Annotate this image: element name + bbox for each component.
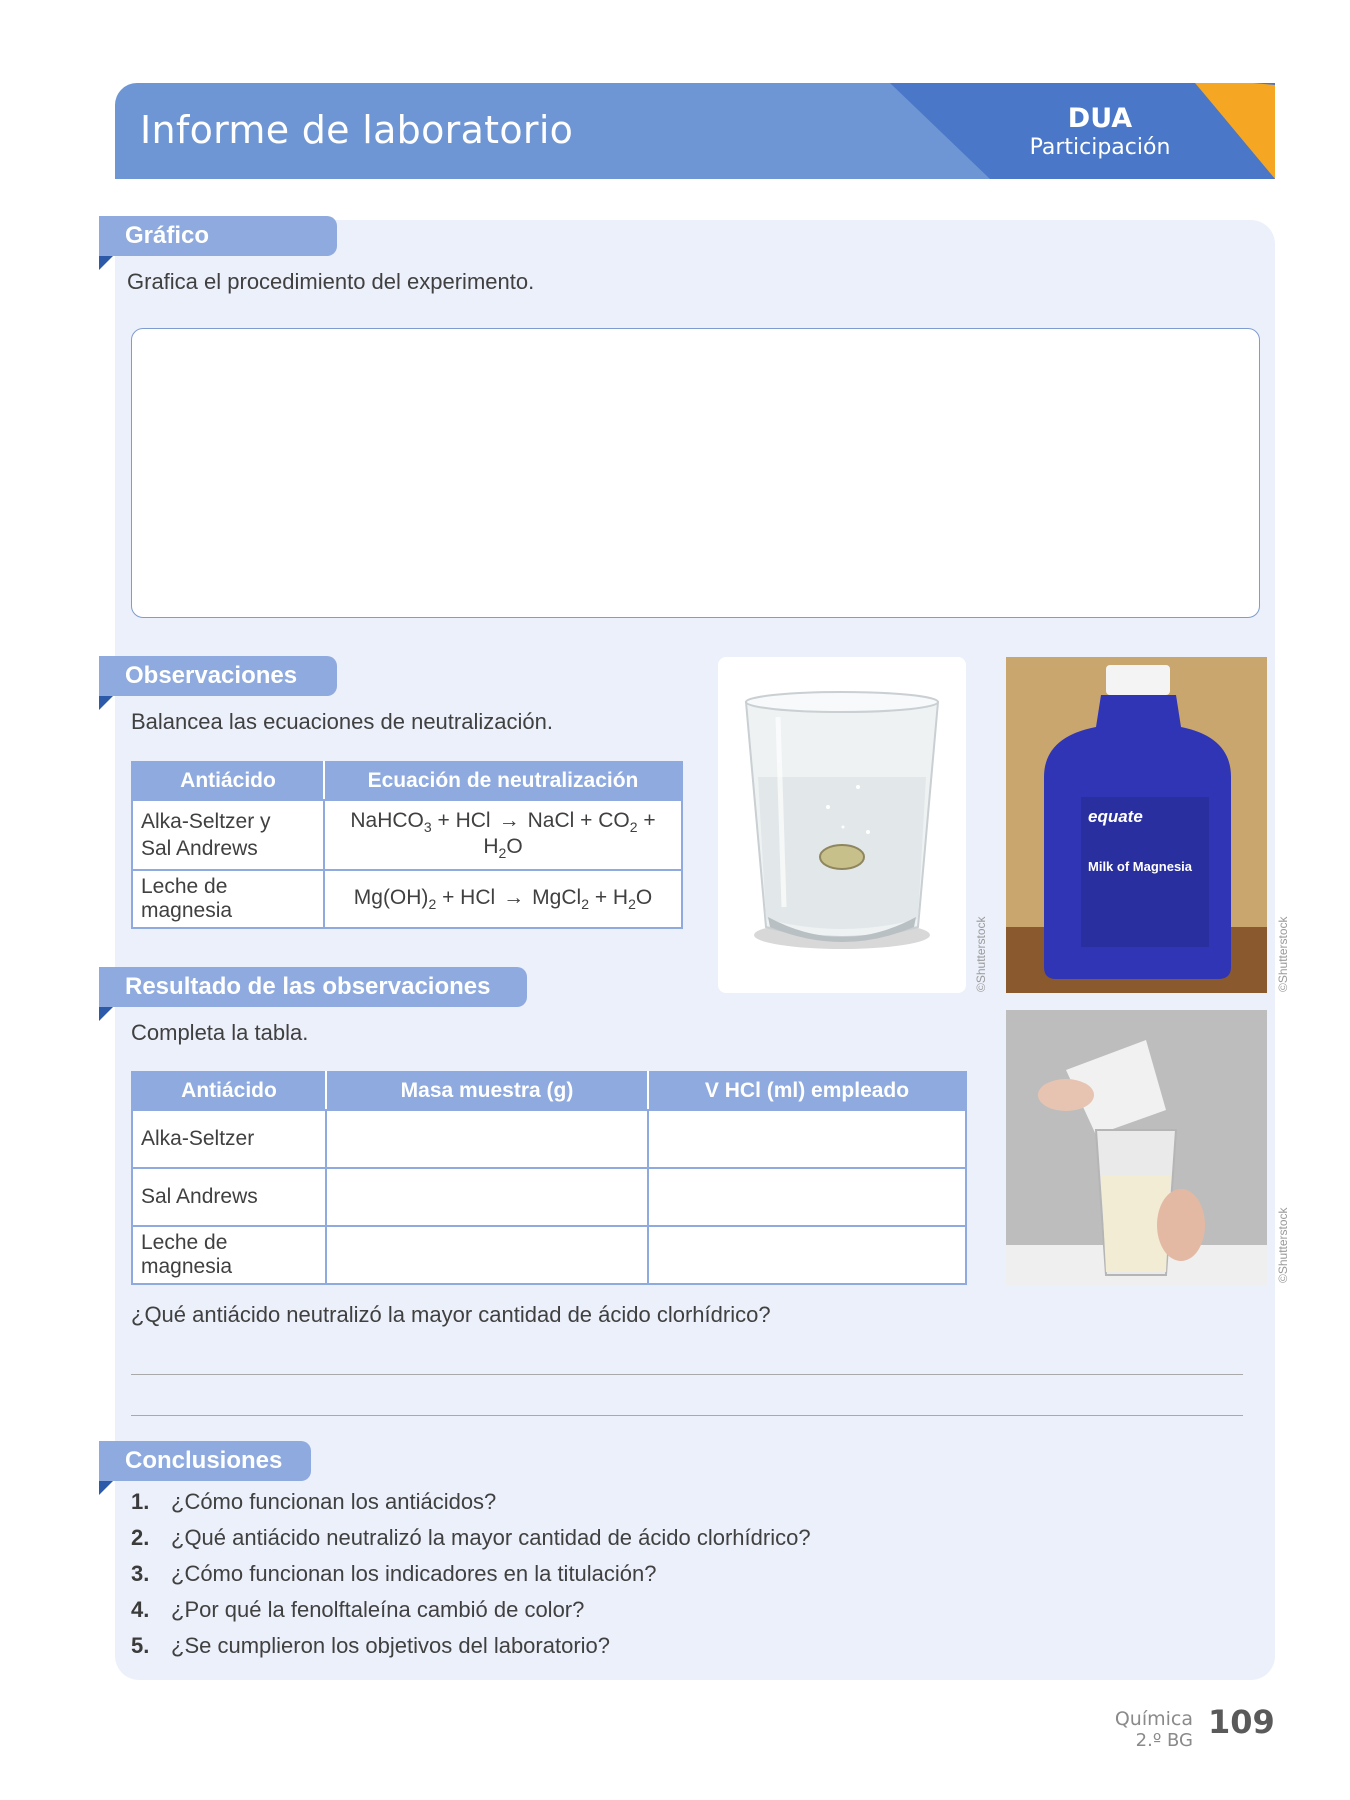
- photo-credit: ©Shutterstock: [1276, 1207, 1290, 1283]
- item-text: ¿Cómo funcionan los indicadores en la titulación?: [171, 1561, 657, 1586]
- photo-pouring-powder: [1006, 1010, 1267, 1285]
- photo-milk-of-magnesia: [1006, 657, 1267, 993]
- list-item: [131, 1633, 811, 1669]
- section-heading: Gráfico: [125, 222, 210, 249]
- item-number: 4.: [131, 1597, 150, 1622]
- antiacid-cell: [132, 800, 324, 870]
- eq-subscript: 2: [629, 819, 638, 835]
- results-table: [131, 1071, 967, 1285]
- eq-part: Mg(OH): [353, 886, 429, 909]
- mass-input-cell[interactable]: [326, 1110, 648, 1168]
- section-heading: Observaciones: [125, 662, 298, 689]
- grafico-instruction: Grafica el procedimiento del experimento.: [127, 269, 535, 294]
- footer-grade: 2.º BG: [1135, 1730, 1193, 1751]
- bottle-label: Milk of Magnesia: [1088, 859, 1193, 874]
- table-row: [132, 800, 682, 870]
- item-number: 2.: [131, 1525, 150, 1550]
- dua-title: DUA: [1067, 103, 1133, 134]
- footer-subject: Química: [1114, 1708, 1193, 1730]
- answer-line[interactable]: [131, 1374, 1243, 1375]
- eq-subscript: 2: [428, 896, 437, 912]
- eq-part: + HCl: [431, 809, 491, 832]
- eq-part: O: [506, 835, 523, 858]
- glass-illustration: [718, 657, 966, 993]
- resultado-question: ¿Qué antiácido neutralizó la mayor cantidad de ácido clorhídrico?: [131, 1302, 771, 1327]
- eq-part: + H: [483, 809, 656, 858]
- antiacid-cell: Leche de magnesia: [132, 1226, 326, 1284]
- column-header: Ecuación de neutralización: [324, 762, 682, 800]
- equation-cell[interactable]: [324, 800, 682, 870]
- list-item: [131, 1597, 811, 1633]
- column-header: Antiácido: [132, 1072, 326, 1110]
- eq-subscript: 3: [423, 819, 432, 835]
- table-row: [132, 870, 682, 928]
- section-heading: Resultado de las observaciones: [125, 973, 491, 1000]
- item-text: ¿Por qué la fenolftaleína cambió de color?: [171, 1597, 585, 1622]
- observaciones-instruction: Balancea las ecuaciones de neutralización.: [131, 709, 553, 734]
- list-item: [131, 1489, 811, 1525]
- mass-input-cell[interactable]: [326, 1168, 648, 1226]
- drawing-area[interactable]: [131, 328, 1260, 618]
- volume-input-cell[interactable]: [648, 1168, 966, 1226]
- item-text: ¿Cómo funcionan los antiácidos?: [171, 1489, 497, 1514]
- item-number: 3.: [131, 1561, 150, 1586]
- antiacid-cell: Leche de magnesia: [132, 870, 324, 928]
- photo-credit: ©Shutterstock: [974, 916, 988, 992]
- photo-credit: ©Shutterstock: [1276, 916, 1290, 992]
- antiacid-name: Alka-Seltzer y: [141, 810, 271, 833]
- volume-input-cell[interactable]: [648, 1110, 966, 1168]
- section-tab-grafico: [99, 216, 337, 256]
- neutralization-table: [131, 761, 683, 929]
- section-heading: Conclusiones: [125, 1447, 283, 1474]
- item-text: ¿Qué antiácido neutralizó la mayor cantidad de ácido clorhídrico?: [171, 1525, 811, 1550]
- antiacid-cell: Sal Andrews: [132, 1168, 326, 1226]
- antiacid-cell: Alka-Seltzer: [132, 1110, 326, 1168]
- eq-part: NaCl + CO: [527, 809, 630, 832]
- mass-input-cell[interactable]: [326, 1226, 648, 1284]
- conclusions-list: [131, 1489, 811, 1669]
- bottle-brand: equate: [1088, 807, 1143, 826]
- equation-cell[interactable]: [324, 870, 682, 928]
- table-row: [132, 1110, 966, 1168]
- antiacid-name: Sal Andrews: [141, 837, 258, 860]
- section-tab-observaciones: [99, 656, 337, 696]
- pouring-illustration: [1006, 1010, 1267, 1285]
- eq-part: + HCl: [436, 886, 496, 909]
- item-number: 5.: [131, 1633, 150, 1658]
- eq-part: + H: [588, 886, 629, 909]
- reaction-arrow-icon: →: [498, 809, 520, 832]
- column-header: V HCl (ml) empleado: [648, 1072, 966, 1110]
- column-header: Masa muestra (g): [326, 1072, 648, 1110]
- column-header: Antiácido: [132, 762, 324, 800]
- dua-subtitle: Participación: [1029, 135, 1171, 160]
- photo-glass-tablet: [718, 657, 966, 993]
- eq-subscript: 2: [628, 896, 636, 912]
- eq-part: MgCl: [532, 886, 582, 909]
- list-item: [131, 1561, 811, 1597]
- table-row: [132, 1168, 966, 1226]
- answer-line[interactable]: [131, 1415, 1243, 1416]
- section-tab-resultado: [99, 967, 527, 1007]
- eq-subscript: 2: [498, 845, 507, 861]
- item-text: ¿Se cumplieron los objetivos del laboratorio?: [171, 1633, 611, 1658]
- eq-part: O: [635, 886, 653, 909]
- page-title: Informe de laboratorio: [140, 108, 574, 152]
- section-tab-conclusiones: [99, 1441, 311, 1481]
- resultado-instruction: Completa la tabla.: [131, 1020, 309, 1045]
- volume-input-cell[interactable]: [648, 1226, 966, 1284]
- reaction-arrow-icon: →: [503, 886, 525, 909]
- eq-subscript: 2: [581, 896, 589, 912]
- list-item: [131, 1525, 811, 1561]
- page-number: 109: [1208, 1703, 1275, 1741]
- eq-part: NaHCO: [350, 809, 424, 832]
- item-number: 1.: [131, 1489, 150, 1514]
- table-row: [132, 1226, 966, 1284]
